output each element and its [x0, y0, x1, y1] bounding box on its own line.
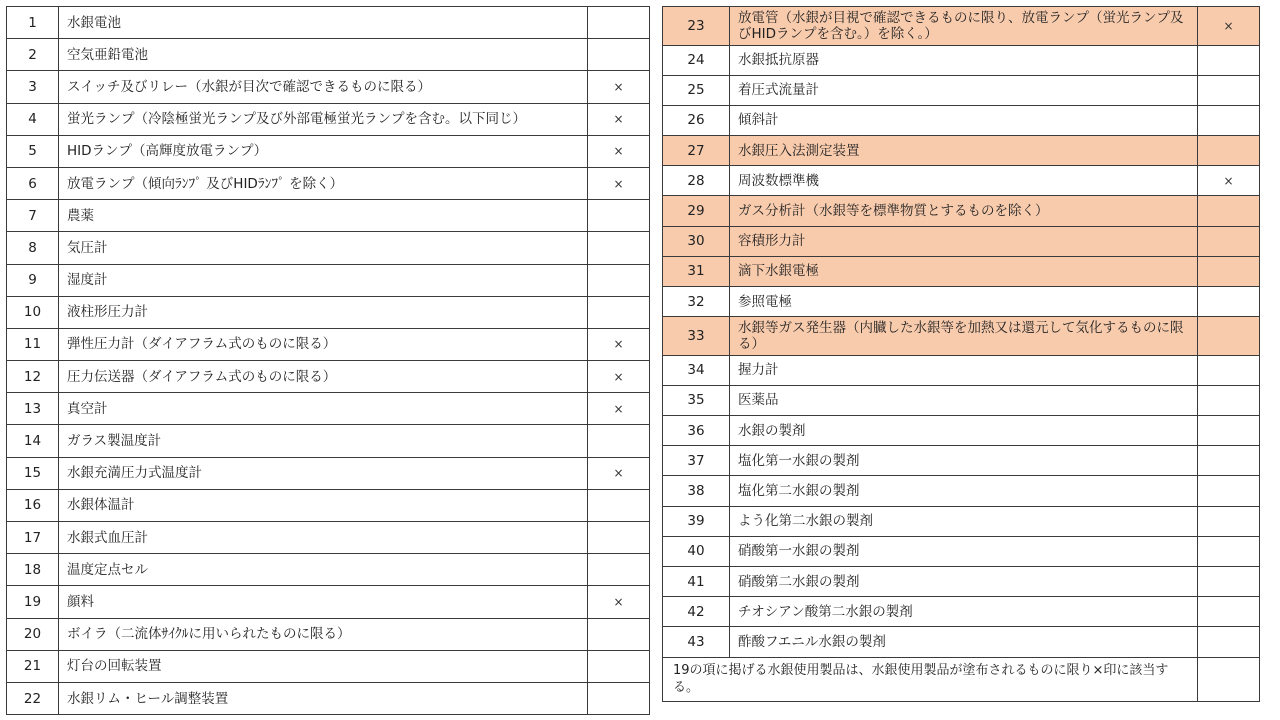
row-mark: ×: [588, 103, 650, 135]
row-number: 14: [7, 425, 59, 457]
table-row: [663, 226, 1260, 256]
row-item-name: 着圧式流量計: [730, 75, 1198, 105]
row-mark: [1198, 627, 1260, 657]
row-mark: ×: [588, 71, 650, 103]
row-mark: [588, 296, 650, 328]
row-number: 7: [7, 200, 59, 232]
row-item-name: 周波数標準機: [730, 166, 1198, 196]
row-item-name: チオシアン酸第二水銀の製剤: [730, 597, 1198, 627]
row-mark: [588, 264, 650, 296]
row-mark: ×: [588, 328, 650, 360]
row-item-name: 蛍光ランプ（冷陰極蛍光ランプ及び外部電極蛍光ランプを含む。以下同じ）: [59, 103, 588, 135]
table-row: [663, 506, 1260, 536]
row-item-name: 湿度計: [59, 264, 588, 296]
row-item-name: 放電管（水銀が目視で確認できるものに限り、放電ランプ（蛍光ランプ及びHIDランプを含む。）を除く。）: [730, 7, 1198, 46]
row-mark: ×: [588, 457, 650, 489]
row-item-name: 塩化第二水銀の製剤: [730, 476, 1198, 506]
table-row: [663, 567, 1260, 597]
row-number: 23: [663, 7, 730, 46]
table-row: [7, 71, 650, 103]
row-number: 27: [663, 136, 730, 166]
row-item-name: 硝酸第二水銀の製剤: [730, 567, 1198, 597]
row-item-name: 滴下水銀電極: [730, 256, 1198, 286]
row-mark: [588, 522, 650, 554]
table-row: [663, 45, 1260, 75]
table-row: [7, 618, 650, 650]
row-number: 15: [7, 457, 59, 489]
table-row: [7, 489, 650, 521]
row-mark: [1198, 136, 1260, 166]
table-row: [7, 586, 650, 618]
row-mark: [1198, 597, 1260, 627]
row-number: 32: [663, 287, 730, 317]
row-item-name: ボイラ（二流体ｻｲｸﾙに用いられたものに限る）: [59, 618, 588, 650]
row-item-name: 温度定点セル: [59, 554, 588, 586]
row-item-name: 水銀電池: [59, 7, 588, 39]
row-mark: ×: [588, 135, 650, 167]
table-row: [663, 136, 1260, 166]
table-row: [663, 166, 1260, 196]
row-item-name: HIDランプ（高輝度放電ランプ）: [59, 135, 588, 167]
row-mark: [588, 200, 650, 232]
row-mark: [1198, 45, 1260, 75]
table-row: [7, 167, 650, 199]
row-number: 42: [663, 597, 730, 627]
row-item-name: 水銀の製剤: [730, 416, 1198, 446]
left-product-table: [6, 6, 650, 715]
row-number: 33: [663, 317, 730, 356]
table-row: [663, 416, 1260, 446]
row-item-name: 水銀圧入法測定装置: [730, 136, 1198, 166]
table-row: [663, 355, 1260, 385]
row-number: 13: [7, 393, 59, 425]
table-row: [663, 536, 1260, 566]
row-number: 41: [663, 567, 730, 597]
row-item-name: ガス分析計（水銀等を標準物質とするものを除く）: [730, 196, 1198, 226]
row-number: 8: [7, 232, 59, 264]
row-item-name: 水銀式血圧計: [59, 522, 588, 554]
row-number: 26: [663, 105, 730, 135]
row-number: 37: [663, 446, 730, 476]
row-item-name: 灯台の回転装置: [59, 650, 588, 682]
table-row: [7, 7, 650, 39]
row-item-name: 医薬品: [730, 385, 1198, 415]
row-mark: ×: [1198, 7, 1260, 46]
row-mark: [1198, 506, 1260, 536]
row-item-name: 参照電極: [730, 287, 1198, 317]
table-row: [663, 287, 1260, 317]
row-number: 24: [663, 45, 730, 75]
row-number: 3: [7, 71, 59, 103]
row-mark: ×: [588, 586, 650, 618]
row-mark: [1198, 196, 1260, 226]
table-row: [7, 135, 650, 167]
row-number: 10: [7, 296, 59, 328]
row-mark: [588, 618, 650, 650]
row-item-name: 握力計: [730, 355, 1198, 385]
row-number: 28: [663, 166, 730, 196]
table-row: [7, 457, 650, 489]
row-item-name: 水銀等ガス発生器（内臓した水銀等を加熱又は還元して気化するものに限る）: [730, 317, 1198, 356]
row-number: 19: [7, 586, 59, 618]
row-item-name: ガラス製温度計: [59, 425, 588, 457]
table-row: [7, 232, 650, 264]
table-row: [663, 7, 1260, 46]
row-item-name: 水銀体温計: [59, 489, 588, 521]
row-mark: ×: [1198, 166, 1260, 196]
row-mark: [588, 7, 650, 39]
row-number: 12: [7, 361, 59, 393]
table-row: [663, 75, 1260, 105]
row-item-name: 農薬: [59, 200, 588, 232]
row-item-name: 弾性圧力計（ダイアフラム式のものに限る）: [59, 328, 588, 360]
row-item-name: 水銀リム・ヒール調整装置: [59, 682, 588, 714]
table-row: [7, 650, 650, 682]
table-row: [7, 328, 650, 360]
row-mark: ×: [588, 361, 650, 393]
row-item-name: 液柱形圧力計: [59, 296, 588, 328]
table-row: [663, 317, 1260, 356]
row-item-name: 水銀充満圧力式温度計: [59, 457, 588, 489]
row-mark: [1198, 385, 1260, 415]
footnote-text: 19の項に掲げる水銀使用製品は、水銀使用製品が塗布されるものに限り×印に該当する。: [663, 657, 1198, 701]
row-mark: [1198, 536, 1260, 566]
row-number: 2: [7, 39, 59, 71]
row-number: 29: [663, 196, 730, 226]
row-item-name: 酢酸フエニル水銀の製剤: [730, 627, 1198, 657]
row-number: 34: [663, 355, 730, 385]
row-item-name: 真空計: [59, 393, 588, 425]
row-mark: [1198, 75, 1260, 105]
table-row: [663, 256, 1260, 286]
table-row: [7, 39, 650, 71]
table-row: [663, 627, 1260, 657]
row-item-name: 空気亜鉛電池: [59, 39, 588, 71]
table-row: [7, 296, 650, 328]
table-row: [7, 200, 650, 232]
row-mark: [1198, 476, 1260, 506]
row-item-name: 放電ランプ（傾向ﾗﾝﾌﾟ 及びHIDﾗﾝﾌﾟ を除く）: [59, 167, 588, 199]
row-item-name: 塩化第一水銀の製剤: [730, 446, 1198, 476]
row-mark: [588, 554, 650, 586]
row-number: 1: [7, 7, 59, 39]
row-number: 43: [663, 627, 730, 657]
row-mark: [1198, 105, 1260, 135]
row-mark: [1198, 567, 1260, 597]
row-number: 20: [7, 618, 59, 650]
row-number: 36: [663, 416, 730, 446]
row-number: 38: [663, 476, 730, 506]
row-item-name: スイッチ及びリレー（水銀が目次で確認できるものに限る）: [59, 71, 588, 103]
footnote-empty-cell: [1198, 657, 1260, 701]
row-mark: ×: [588, 167, 650, 199]
row-item-name: 気圧計: [59, 232, 588, 264]
row-number: 4: [7, 103, 59, 135]
right-product-table: [662, 6, 1260, 702]
row-number: 17: [7, 522, 59, 554]
table-row: [7, 522, 650, 554]
row-item-name: よう化第二水銀の製剤: [730, 506, 1198, 536]
table-row: [7, 425, 650, 457]
table-row: [7, 103, 650, 135]
table-row: [7, 554, 650, 586]
row-number: 30: [663, 226, 730, 256]
row-mark: [588, 425, 650, 457]
row-mark: [1198, 446, 1260, 476]
table-row: [663, 385, 1260, 415]
row-mark: [588, 39, 650, 71]
row-number: 22: [7, 682, 59, 714]
table-row: [7, 393, 650, 425]
row-number: 5: [7, 135, 59, 167]
table-row: [7, 264, 650, 296]
table-row: [663, 446, 1260, 476]
row-number: 6: [7, 167, 59, 199]
table-row: [663, 597, 1260, 627]
row-number: 39: [663, 506, 730, 536]
table-row: [663, 476, 1260, 506]
row-number: 9: [7, 264, 59, 296]
row-mark: [588, 650, 650, 682]
row-mark: [588, 682, 650, 714]
row-number: 21: [7, 650, 59, 682]
row-item-name: 水銀抵抗原器: [730, 45, 1198, 75]
row-mark: [1198, 226, 1260, 256]
row-number: 18: [7, 554, 59, 586]
table-row: [663, 105, 1260, 135]
row-item-name: 硝酸第一水銀の製剤: [730, 536, 1198, 566]
row-mark: [1198, 416, 1260, 446]
row-item-name: 傾斜計: [730, 105, 1198, 135]
row-item-name: 容積形力計: [730, 226, 1198, 256]
footnote-row: [663, 657, 1260, 701]
table-row: [663, 196, 1260, 226]
row-mark: [1198, 317, 1260, 356]
table-row: [7, 682, 650, 714]
row-number: 40: [663, 536, 730, 566]
row-number: 31: [663, 256, 730, 286]
row-mark: ×: [588, 393, 650, 425]
row-number: 35: [663, 385, 730, 415]
row-number: 16: [7, 489, 59, 521]
row-number: 11: [7, 328, 59, 360]
row-item-name: 圧力伝送器（ダイアフラム式のものに限る）: [59, 361, 588, 393]
row-mark: [588, 232, 650, 264]
row-item-name: 顔料: [59, 586, 588, 618]
row-number: 25: [663, 75, 730, 105]
row-mark: [588, 489, 650, 521]
row-mark: [1198, 355, 1260, 385]
row-mark: [1198, 287, 1260, 317]
row-mark: [1198, 256, 1260, 286]
table-row: [7, 361, 650, 393]
